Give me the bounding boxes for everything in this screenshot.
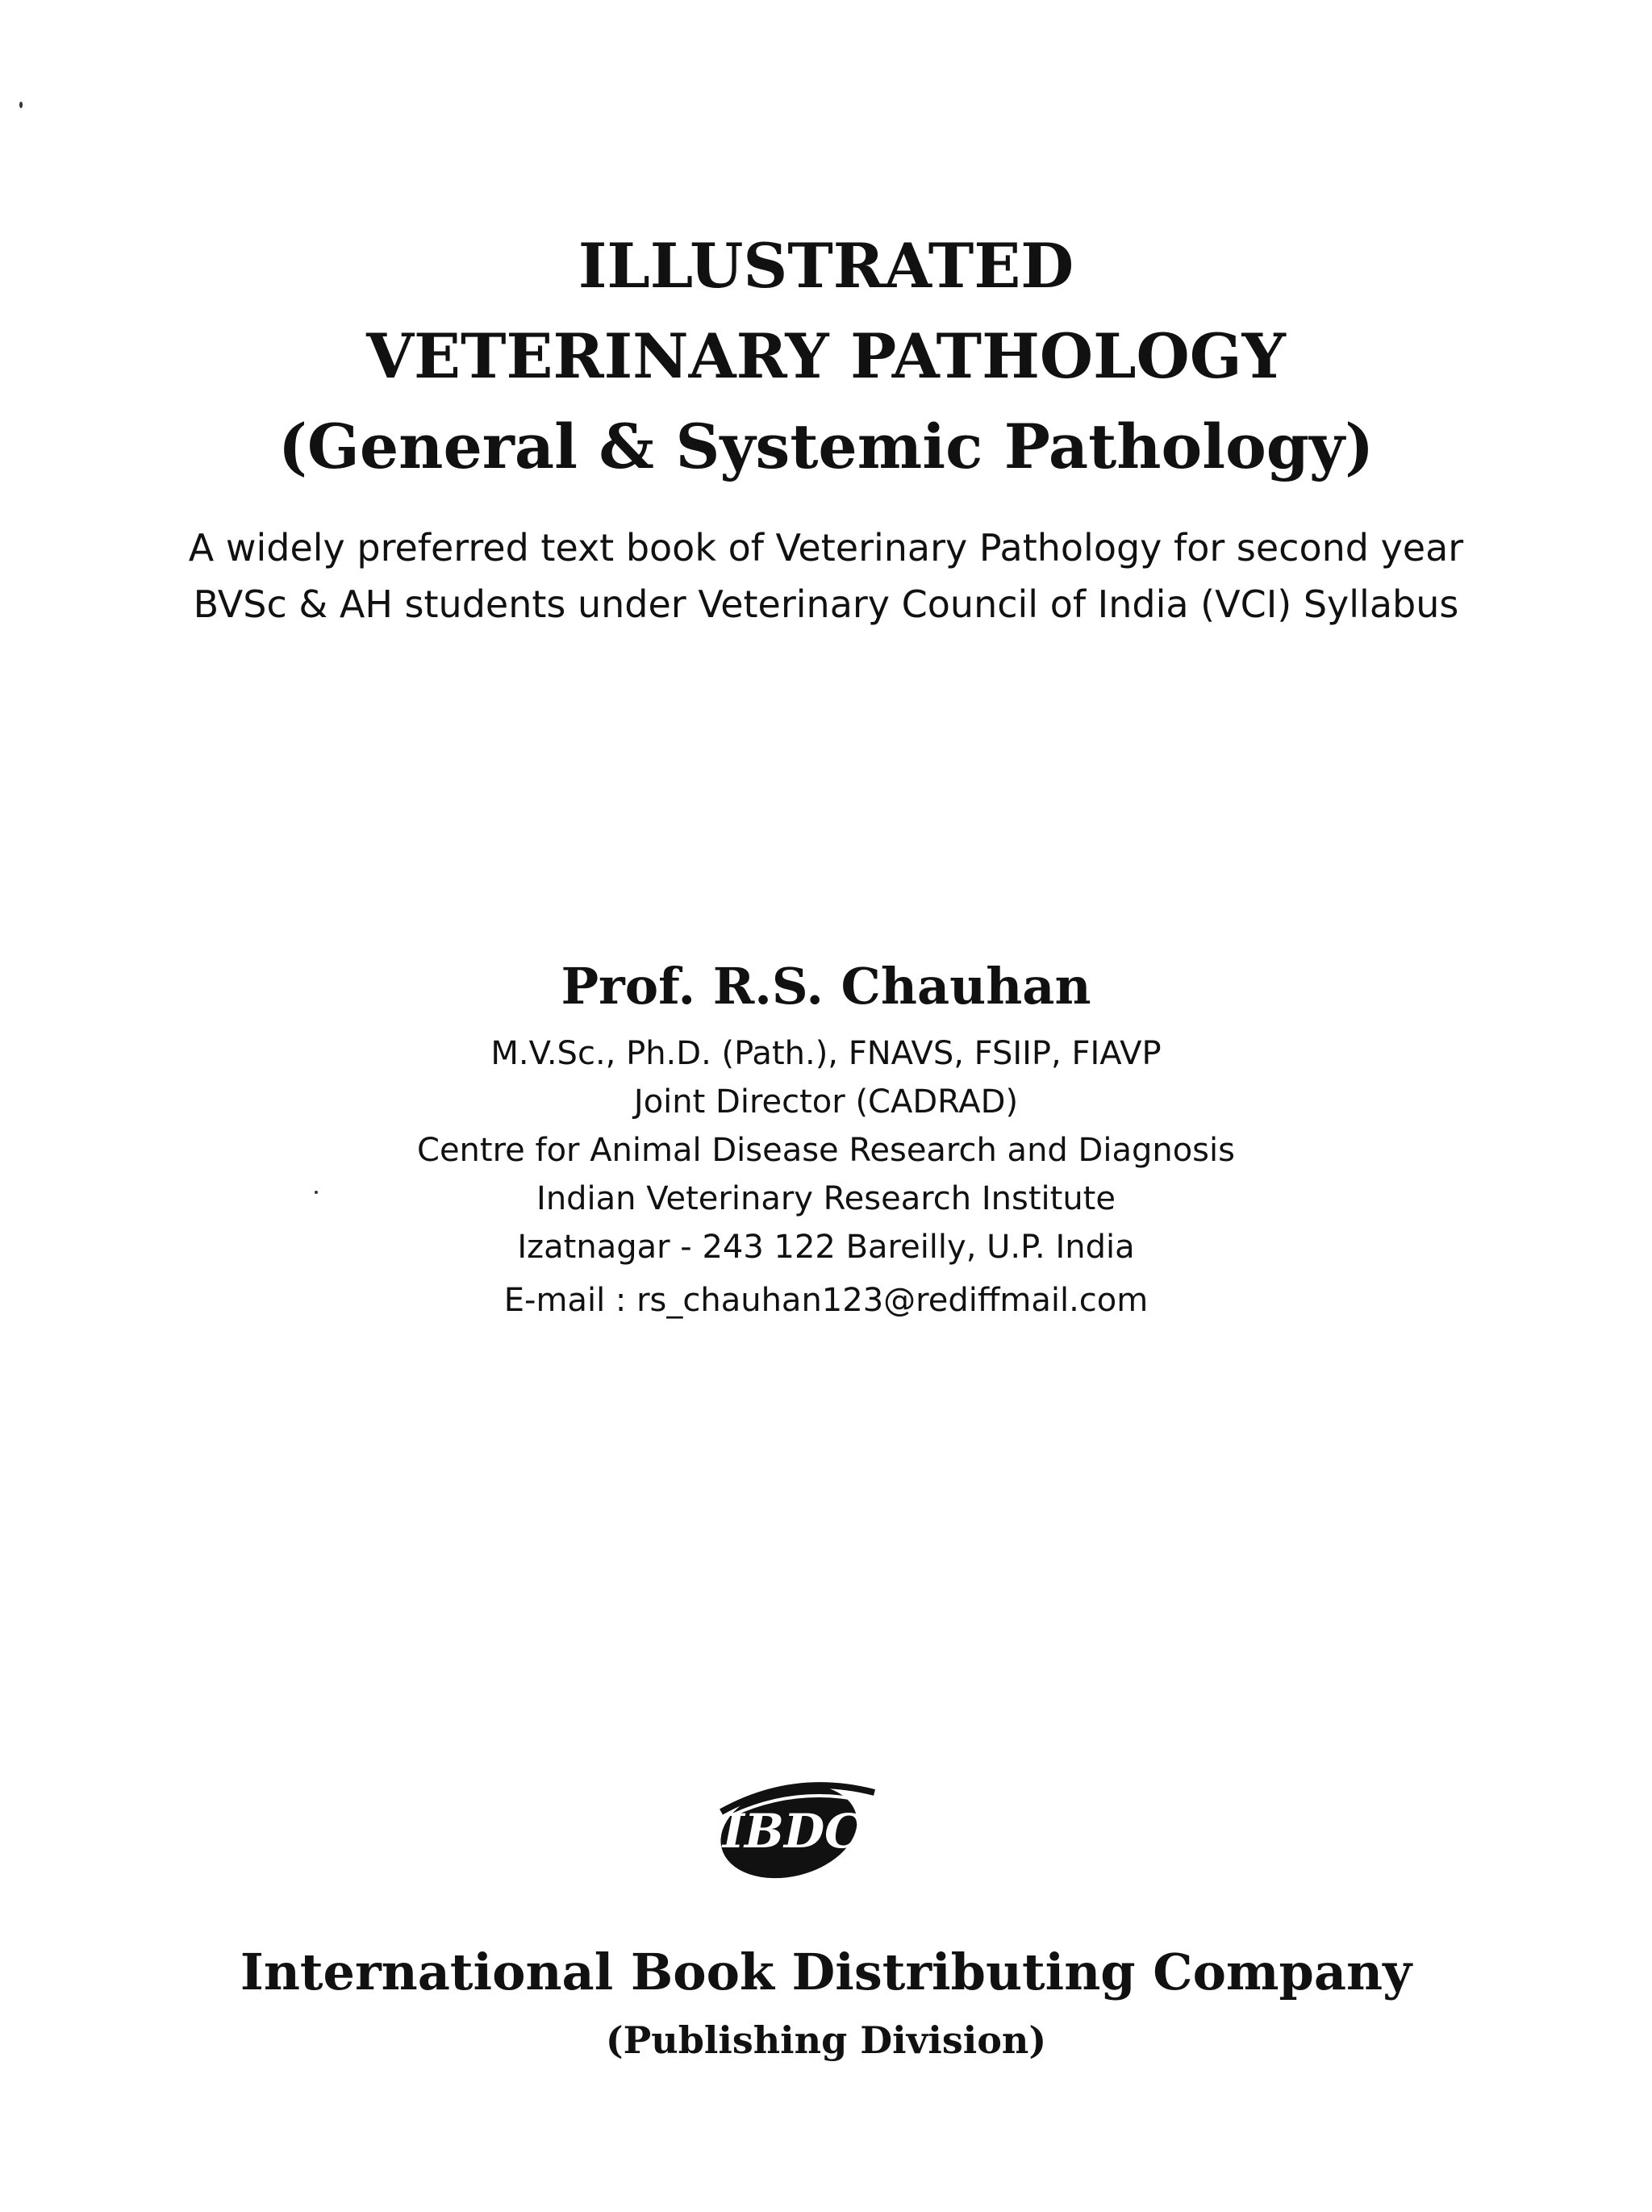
author-centre: Centre for Animal Disease Research and Diagnosis	[417, 1132, 1235, 1169]
author-qualifications: M.V.Sc., Ph.D. (Path.), FNAVS, FSIIP, FIAVP	[490, 1035, 1162, 1072]
description-line-1: A widely preferred text book of Veterinary Pathology for second year	[188, 526, 1464, 570]
author-position: Joint Director (CADRAD)	[633, 1083, 1019, 1121]
book-title-line-2: VETERINARY PATHOLOGY	[366, 320, 1286, 392]
description-line-2: BVSc & AH students under Veterinary Council of India (VCI) Syllabus	[193, 582, 1459, 626]
ibdc-logo-icon	[705, 1763, 882, 1884]
author-address: Izatnagar - 243 122 Bareilly, U.P. India	[517, 1229, 1135, 1266]
publisher-logo	[705, 1763, 882, 1884]
logo-text: IBDC	[722, 1804, 862, 1859]
book-title-line-1: ILLUSTRATED	[578, 230, 1074, 302]
publisher-division: (Publishing Division)	[605, 2018, 1047, 2062]
publisher-name: International Book Distributing Company	[240, 1943, 1412, 2001]
book-subtitle: (General & Systemic Pathology)	[277, 411, 1375, 482]
author-institute: Indian Veterinary Research Institute	[536, 1180, 1116, 1217]
author-email: E-mail : rs_chauhan123@rediffmail.com	[503, 1282, 1149, 1319]
author-name: Prof. R.S. Chauhan	[561, 957, 1091, 1016]
scan-speck	[19, 102, 23, 108]
